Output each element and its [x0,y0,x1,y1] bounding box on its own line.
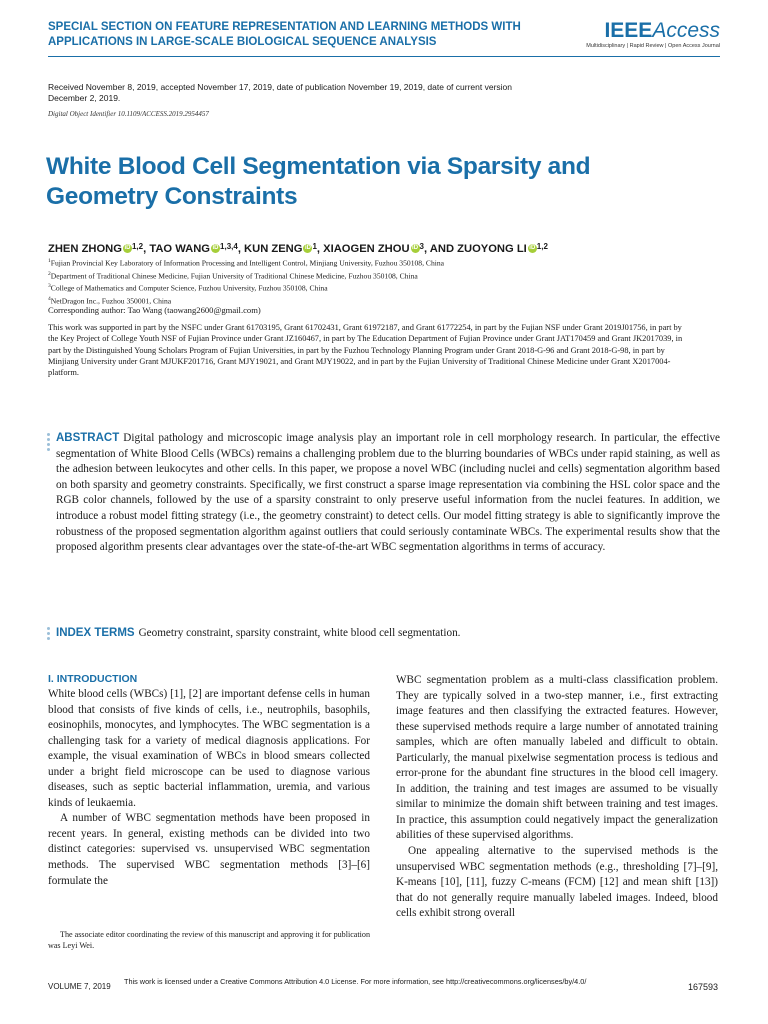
author-name: TAO WANG [149,243,211,255]
affiliation-item [48,281,608,294]
author-name: XIAOGEN ZHOU [323,243,410,255]
header-divider [48,56,720,57]
special-section-title: SPECIAL SECTION ON FEATURE REPRESENTATION AND LEARNING METHODS WITH APPLICATIONS IN LARGE-SCALE BIOLOGICAL SEQUENCE ANALYSIS [48,21,521,48]
editor-footnote: The associate editor coordinating the review of this manuscript and approving it for publication was Leyi Wei. [48,930,370,950]
author-list [48,240,728,256]
author-name: KUN ZENG [244,243,303,255]
affiliation-list [48,256,608,307]
abstract-section [56,431,720,556]
abstract-text: Digital pathology and microscopic image analysis play an important role in cell morphology research. In particular, the effective segmentation of White Blood Cells (WBCs) remains a challenging problem due to the blurring boundaries of WBCs under rapid staining, as well as the adhesion between leukocytes and other cells. In this paper, we propose a novel WBC (including nuclei and cells) segmentation algorithm based on both sparsity and geometry constraints. Specifically, we first construct a sparse image representation via combining the HSL color space and the RGB color channels, followed by the use of a sparsity constraint to only preserve useful information from the nuclei features. In addition, we introduce a robust model fitting strategy (i.e., the geometry constraint) to detect cells. Our model fitting strategy is able to significantly improve the robustness of the proposed segmentation algorithm against outliers that could seriously contaminate WBCs. The experimental results show that the proposed algorithm presents clear advantages over the state-of-the-art WBC segmentation algorithms in terms of accuracy. [56,432,720,554]
intro-paragraph: One appealing alternative to the supervised methods is the unsupervised WBC segmentation methods (e.g., thresholding [7]–[9], K-means [10], [11], fuzzy C-means (FCM) [12] and mean shift [13]) that do not generally require manually labeled images. Indeed, blood cells exhibit strong overall [396,845,718,920]
affiliation-item [48,269,608,282]
logo-tagline: Multidisciplinary | Rapid Review | Open Access Journal [586,43,720,49]
left-column [48,672,370,889]
journal-logo [570,20,720,49]
intro-paragraph: A number of WBC segmentation methods have been proposed in recent years. In general, existing methods can be divided into two distinct categories: supervised vs. unsupervised WBC segmentation methods. The supervised WBC segmentation methods [3]–[6] formulate the [48,812,370,887]
orcid-icon[interactable]: iD [412,245,419,251]
funding-statement: This work was supported in part by the NSFC under Grant 61703195, Grant 61702431, Grant 61972187, and Grant 61772254, in part by the Fujian NSF under Grant 2019J01756, in part by the Key Project of College Youth NSF of Fujian Province under Grant JZ160467, in part by The Education Department of Fujian Province under Grant JAT170459 and Grant JK2017039, in part by the Distinguished Young Scholars Program of Fujian Universities, in part by the Fuzhou Technology Planning Program under Grant 2018-G-96 and Grant 2018-G-98, in part by Minjiang University under Grant MJUKF201716, Grant MJY19021, and Grant MJY19022, and in part by the Fujian University of Traditional Chinese Medicine under Grant X2017004-platform. [48,323,683,378]
affiliation-text: College of Mathematics and Computer Science, Fuzhou University, Fuzhou 350108, China [50,284,328,293]
received-dates: Received November 8, 2019, accepted November 17, 2019, date of publication November 19, 2019, date of current version December 2, 2019. [48,82,513,103]
author-name: ZUOYONG LI [457,243,527,255]
affiliation-number: 1 [48,258,51,264]
logo-access-text: Access [652,19,720,42]
affiliation-item [48,256,608,269]
author-affiliation-marker: 3 [419,242,424,251]
orcid-icon[interactable]: iD [124,245,131,251]
index-terms-section [56,626,720,641]
abstract-dots-icon [47,433,50,453]
footer-volume: VOLUME 7, 2019 [48,982,111,991]
author-separator: , [143,243,150,255]
page-number: 167593 [687,982,718,992]
page-header [48,20,720,54]
affiliation-text: Department of Traditional Chinese Medicine, Fujian University of Traditional Chinese Medicine, Fuzhou 350108, China [50,271,418,281]
author-separator: , [237,243,245,255]
corresponding-author: Corresponding author: Tao Wang (taowang2600@gmail.com) [48,305,261,315]
index-terms-dots-icon [47,627,50,642]
author-name: ZHEN ZHONG [48,243,122,255]
footer-license: This work is licensed under a Creative Commons Attribution 4.0 License. For more information, see http://creativecommons.org/licenses/by/4.0/ [124,977,587,986]
affiliation-number: 4 [48,296,51,303]
author-affiliation-marker: 1 [312,242,317,251]
affiliation-text: NetDragon Inc., Fuzhou 350001, China [50,296,172,306]
author-affiliation-marker: 1,3,4 [220,242,238,251]
affiliation-number: 3 [48,283,51,290]
index-terms-label: INDEX TERMS [56,627,135,639]
right-column [396,673,718,922]
affiliation-text: Fujian Provincial Key Laboratory of Information Processing and Intelligent Control, Minjiang University, Fuzhou 350108, China [50,258,445,268]
author-separator: , [316,243,324,255]
orcid-icon[interactable]: iD [304,245,311,251]
abstract-label: ABSTRACT [56,432,120,444]
paper-title: White Blood Cell Segmentation via Sparsity and Geometry Constraints [46,153,591,210]
logo-ieee-text: IEEE [604,19,653,42]
index-terms-text: Geometry constraint, sparsity constraint, white blood cell segmentation. [138,627,461,639]
orcid-icon[interactable]: iD [529,245,536,251]
intro-paragraph: White blood cells (WBCs) [1], [2] are important defense cells in human blood that consists of five kinds of cells, i.e., neutrophils, basophils, eosinophils, monocytes, and lymphocytes. The WBC segmentation is a challenging task for a variety of medical diagnosis applications. For example, the visual examination of WBCs in blood smears collected under a bright field microscope can be used to diagnose various diseases, such as septic bacterial inflammation, uremia, and various kinds of leukaemia. [48,688,370,809]
orcid-icon[interactable]: iD [212,245,219,251]
intro-paragraph: WBC segmentation problem as a multi-class classification problem. They are typically solved in a two-step manner, i.e., first extracting image features and then classifying the extracted features. However, these supervised methods require a large number of annotated training samples, which are often manually labeled and difficult to obtain. Particularly, the manual pixelwise segmentation process is tedious and error-prone for the abundant fine structures in the blood cell imagery. In addition, the training and test images are assumed to be visually similar to minimize the domain shift between training and test images. In practice, this assumption could negatively impact the generalization abilities of these supervised algorithms. [396,674,718,842]
introduction-heading: I. INTRODUCTION [48,673,138,685]
doi-line: Digital Object Identifier 10.1109/ACCESS.2019.2954457 [48,110,209,118]
author-affiliation-marker: 1,2 [131,242,144,251]
affiliation-number: 2 [48,270,51,277]
author-separator: , AND [424,243,458,255]
author-affiliation-marker: 1,2 [536,242,548,251]
